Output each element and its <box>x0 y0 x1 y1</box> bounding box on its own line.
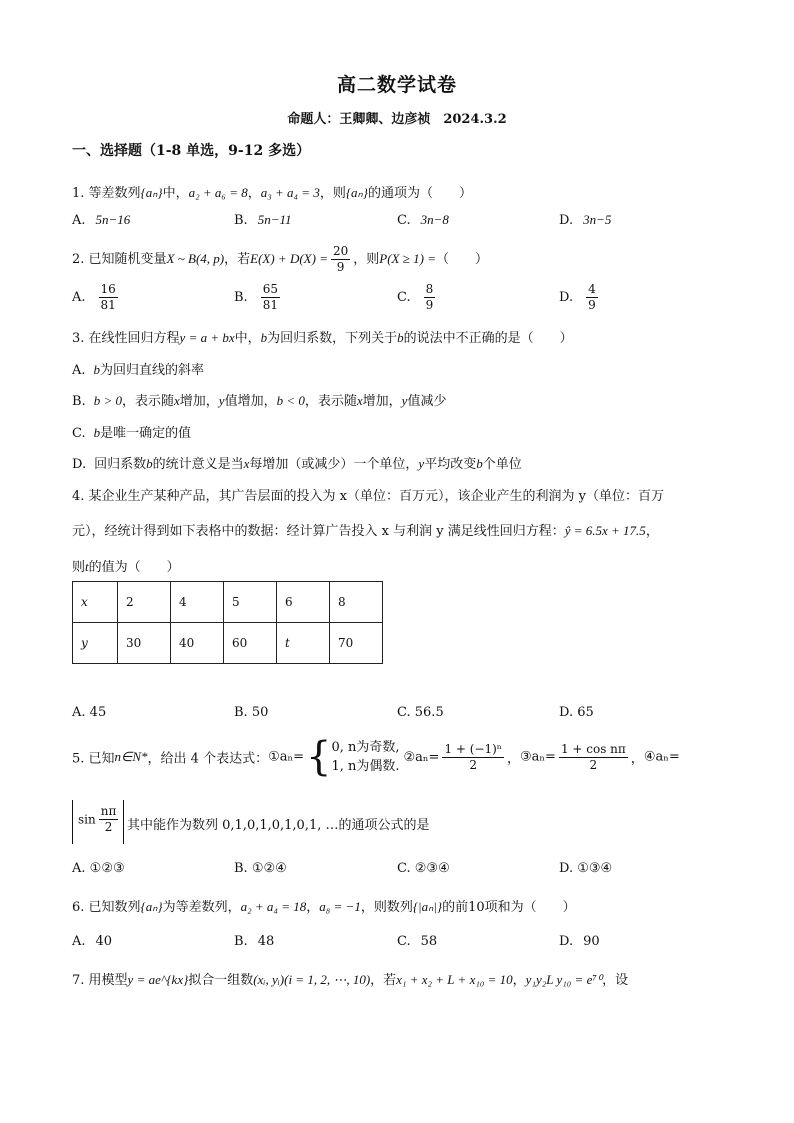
table-cell: 6 <box>277 582 330 623</box>
question-3-option-d[interactable]: D. 回归系数b的统计意义是当x每增加（或减少）一个单位，y平均改变b个单位 <box>72 456 522 472</box>
option-d[interactable]: D. 90 <box>559 934 600 949</box>
option-d[interactable]: D. $\frac{4}{9}$ <box>559 282 596 312</box>
data-table <box>72 581 383 664</box>
table-cell: 2 <box>118 582 171 623</box>
option-b[interactable]: B. $\frac{65}{81}$ <box>234 282 278 312</box>
section-title: 一、选择题（1-8 单选，9-12 多选） <box>72 143 311 159</box>
option-a[interactable]: A. ①②③ <box>72 861 125 876</box>
table-row <box>73 582 383 623</box>
option-d[interactable]: D. ①③④ <box>559 861 613 876</box>
option-d[interactable]: D. 65 <box>559 705 594 720</box>
question-2-stem: 2. 已知随机变量X ~ B(4, p)，若E(X) + D(X) = $\frac{20}{9}$ ，则P(X ≥ 1) =（ ） <box>72 244 488 274</box>
option-c[interactable]: C. ②③④ <box>397 861 450 876</box>
table-cell: t <box>277 623 330 664</box>
question-1-options <box>72 212 732 234</box>
option-b[interactable]: B. 5n−11 <box>234 212 292 228</box>
table-cell: x <box>73 582 118 623</box>
option-b[interactable]: B. 48 <box>234 934 275 949</box>
question-2-options <box>72 282 732 320</box>
table-row <box>73 623 383 664</box>
question-7-stem: 7. 用模型y = ae^{kx}拟合一组数(xᵢ, yᵢ)(i = 1, 2, ⋯, 10)，若x₁ + x₂ + L + x₁₀ = 10，y₁y₂L y₁₀ = e⁷⁰，设 <box>72 972 629 988</box>
question-1-stem: 1. 等差数列{aₙ}中，a₂ + a₆ = 8，a₃ + a₄ = 3，则{aₙ}的通项为（ ） <box>72 185 472 201</box>
option-a[interactable]: A. $\frac{16}{81}$ <box>72 282 116 312</box>
option-c[interactable]: C. $\frac{8}{9}$ <box>397 282 434 312</box>
table-cell: 5 <box>224 582 277 623</box>
question-3-stem: 3. 在线性回归方程y = a + bx中，b为回归系数，下列关于b的说法中不正确的是（ ） <box>72 330 573 346</box>
question-3-option-a[interactable]: A. b为回归直线的斜率 <box>72 362 205 378</box>
abs-sin-expression: sin $\frac{n\pi}{2}$ <box>72 800 124 844</box>
table-cell: y <box>73 623 118 664</box>
option-c[interactable]: C. 56.5 <box>397 705 444 720</box>
question-4-line-1: 4. 某企业生产某种产品，其广告层面的投入为 x（单位：百万元），该企业产生的利润为 y（单位：百万 <box>72 489 664 504</box>
option-c[interactable]: C. 3n−8 <box>397 212 449 228</box>
table-cell: 40 <box>171 623 224 664</box>
question-3-option-b[interactable]: B. b > 0，表示随x增加，y值增加，b < 0，表示随x增加，y值减少 <box>72 393 447 409</box>
question-4-line-2: 元），经统计得到如下表格中的数据：经计算广告投入 x 与利润 y 满足线性回归方程：ŷ = 6.5x + 17.5， <box>72 523 659 539</box>
question-5-tail: 其中能作为数列 0,1,0,1,0,1,0,1, …的通项公式的是 <box>127 818 430 833</box>
question-6-options <box>72 934 732 956</box>
table-cell: 4 <box>171 582 224 623</box>
piecewise: { 0, n为奇数, 1, n为偶数. <box>306 734 400 780</box>
table-cell: 8 <box>330 582 383 623</box>
option-a[interactable]: A. 45 <box>72 705 107 720</box>
question-5-stem: 5. 已知n∈N*，给出 4 个表达式：①aₙ={ 0, n为奇数, 1, n为偶数. ②aₙ= $\frac{\text{1 + (−1)ⁿ}}{2}$ ，③aₙ= $\frac{\text{1 + cos nπ}}{2}$ ，④aₙ= <box>72 734 680 780</box>
table-cell: 70 <box>330 623 383 664</box>
question-3-option-c[interactable]: C. b是唯一确定的值 <box>72 425 192 441</box>
table-cell: 60 <box>224 623 277 664</box>
question-6-stem: 6. 已知数列{aₙ}为等差数列，a₂ + a₄ = 18，a₈ = −1，则数列{|aₙ|}的前10项和为（ ） <box>72 899 576 915</box>
table-cell: 30 <box>118 623 171 664</box>
fraction: $\frac{20}{9}$ <box>332 244 349 274</box>
option-a[interactable]: A. 5n−16 <box>72 212 131 228</box>
option-a[interactable]: A. 40 <box>72 934 113 949</box>
option-b[interactable]: B. ①②④ <box>234 861 287 876</box>
question-4-line-3: 则t的值为（ ） <box>72 559 180 575</box>
question-4-options <box>72 705 732 727</box>
exam-title: 高二数学试卷 <box>336 74 457 96</box>
option-c[interactable]: C. 58 <box>397 934 438 949</box>
question-5-options <box>72 861 732 883</box>
author-line: 命题人：王卿卿、边彦祯 2024.3.2 <box>287 112 507 127</box>
option-d[interactable]: D. 3n−5 <box>559 212 612 228</box>
option-b[interactable]: B. 50 <box>234 705 269 720</box>
